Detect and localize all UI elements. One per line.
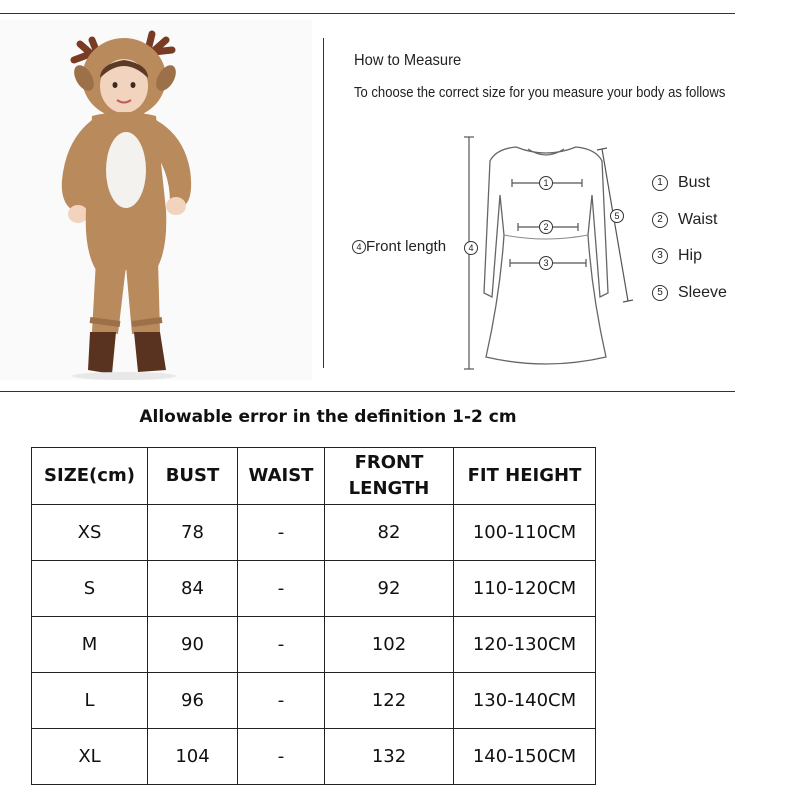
table-row	[32, 561, 596, 617]
cell-front-length: 82	[325, 505, 454, 561]
legend-item-waist	[652, 211, 717, 229]
cell-waist: -	[238, 561, 325, 617]
cell-fit-height: 100-110CM	[454, 505, 596, 561]
cell-waist: -	[238, 673, 325, 729]
legend-item-sleeve	[652, 284, 727, 302]
front-length-label	[352, 238, 446, 255]
legend-label: Waist	[678, 211, 718, 228]
cell-bust: 90	[148, 617, 238, 673]
cell-size: XL	[32, 729, 148, 785]
cell-waist: -	[238, 617, 325, 673]
cell-fit-height: 130-140CM	[454, 673, 596, 729]
middle-rule	[0, 391, 735, 392]
legend-label: Bust	[678, 174, 711, 191]
legend-item-bust	[652, 174, 710, 192]
cell-size: XS	[32, 505, 148, 561]
table-row	[32, 729, 596, 785]
legend-number: 5	[652, 285, 668, 301]
cell-waist: -	[238, 505, 325, 561]
table-header-row	[32, 448, 596, 505]
header-bust: BUST	[148, 448, 238, 505]
header-front-length	[325, 448, 454, 505]
front-length-number: 4	[352, 240, 366, 254]
header-front-length-text: FRONT LENGTH	[348, 452, 430, 499]
cell-fit-height: 140-150CM	[454, 729, 596, 785]
diagram-number-sleeve: 5	[610, 209, 624, 223]
cell-bust: 96	[148, 673, 238, 729]
cell-size: M	[32, 617, 148, 673]
cell-fit-height: 120-130CM	[454, 617, 596, 673]
allowable-error-note: Allowable error in the definition 1-2 cm	[139, 407, 517, 427]
cell-front-length: 132	[325, 729, 454, 785]
legend-number: 2	[652, 212, 668, 228]
legend-item-hip	[652, 247, 702, 265]
product-photo	[0, 20, 312, 380]
cell-bust: 84	[148, 561, 238, 617]
panel-divider	[323, 38, 324, 368]
header-size: SIZE(cm)	[32, 448, 148, 505]
cell-waist: -	[238, 729, 325, 785]
table-row	[32, 617, 596, 673]
reindeer-costume-illustration	[0, 20, 312, 380]
diagram-number-front-length: 4	[464, 241, 478, 255]
diagram-number-hip: 3	[539, 256, 553, 270]
top-rule	[0, 13, 735, 14]
cell-size: S	[32, 561, 148, 617]
legend-label: Hip	[678, 247, 703, 264]
cell-front-length: 122	[325, 673, 454, 729]
diagram-number-waist: 2	[539, 220, 553, 234]
cell-front-length: 92	[325, 561, 454, 617]
cell-front-length: 102	[325, 617, 454, 673]
size-table	[31, 447, 596, 785]
legend-number: 3	[652, 248, 668, 264]
cell-bust: 78	[148, 505, 238, 561]
cell-size: L	[32, 673, 148, 729]
table-row	[32, 673, 596, 729]
how-to-measure-title: How to Measure	[354, 52, 462, 69]
cell-bust: 104	[148, 729, 238, 785]
header-fit-height: FIT HEIGHT	[454, 448, 596, 505]
how-to-measure-subtitle: To choose the correct size for you measure your body as follows	[354, 85, 726, 101]
table-row	[32, 505, 596, 561]
cell-fit-height: 110-120CM	[454, 561, 596, 617]
front-length-text: Front length	[366, 238, 447, 255]
legend-number: 1	[652, 175, 668, 191]
legend-label: Sleeve	[678, 284, 727, 301]
header-waist: WAIST	[238, 448, 325, 505]
diagram-number-bust: 1	[539, 176, 553, 190]
